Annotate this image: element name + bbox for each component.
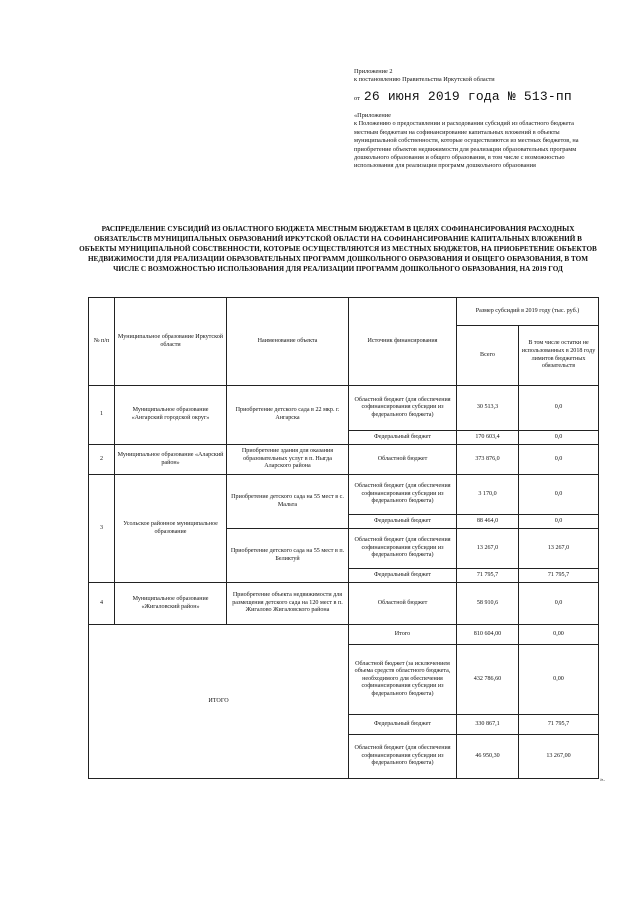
header-source: Источник финансирования xyxy=(349,298,457,386)
appendix-number: Приложение 2 xyxy=(354,68,393,75)
table-row xyxy=(89,475,599,515)
summary-total: 810 604,00 xyxy=(457,625,519,645)
header-subsidy: Размер субсидий в 2019 году (тыс. руб.) xyxy=(457,298,599,326)
row-num: 3 xyxy=(89,475,115,583)
summary-total: 432 786,60 xyxy=(457,645,519,715)
summary-source: Областной бюджет (за исключением объема средств областного бюджета, необходимого для обеспечения софинансирования субсидии из федерального бюджета) xyxy=(349,645,457,715)
summary-row xyxy=(89,625,599,645)
summary-remainder: 13 267,00 xyxy=(519,735,599,779)
row-remainder: 0,0 xyxy=(519,475,599,515)
closing-quote: ». xyxy=(600,776,605,783)
row-total: 3 170,0 xyxy=(457,475,519,515)
row-source: Областной бюджет (для обеспечения софинансирования субсидии из федерального бюджета) xyxy=(349,386,457,431)
row-object: Приобретение детского сада на 55 мест в с. Мальта xyxy=(227,475,349,529)
row-source: Областной бюджет (для обеспечения софинансирования субсидии из федерального бюджета) xyxy=(349,475,457,515)
reference-block xyxy=(354,112,599,171)
row-total: 88 464,0 xyxy=(457,515,519,529)
summary-source: Итого xyxy=(349,625,457,645)
reference-text: к Положению о предоставлении и расходовании субсидий из областного бюджета местным бюджетам на софинансирование капитальных вложений в объекты муниципальной собственности, которые осуществляются из местных бюджетов, на приобретение объектов недвижимости для реализации образовательных программ дошкольного образования и общего образования, в том числе с возможностью использования для реализации программ дошкольного образования xyxy=(354,120,579,170)
summary-source: Федеральный бюджет xyxy=(349,715,457,735)
appendix-decree: к постановлению Правительства Иркутской области xyxy=(354,76,495,84)
row-remainder: 0,0 xyxy=(519,515,599,529)
row-object: Приобретение детского сада в 22 мкр. г. Ангарска xyxy=(227,386,349,445)
summary-source: Областной бюджет (для обеспечения софинансирования субсидии из федерального бюджета) xyxy=(349,735,457,779)
row-num: 2 xyxy=(89,445,115,475)
header-remainder: В том числе остатки не использованных в 2018 году лимитов бюджетных обязательств xyxy=(519,326,599,386)
decree-date xyxy=(354,87,572,105)
date-prefix: от xyxy=(354,95,360,102)
row-source: Федеральный бюджет xyxy=(349,431,457,445)
row-object: Приобретение объекта недвижимости для размещения детского сада на 120 мест в п. Жигалово Жигаловского района xyxy=(227,583,349,625)
summary-total: 46 950,30 xyxy=(457,735,519,779)
row-municipality: Муниципальное образование «Ангарский городской округ» xyxy=(115,386,227,445)
table-row xyxy=(89,386,599,431)
row-num: 4 xyxy=(89,583,115,625)
row-source: Федеральный бюджет xyxy=(349,515,457,529)
header-num: № п/п xyxy=(89,298,115,386)
summary-remainder: 0,00 xyxy=(519,645,599,715)
row-total: 58 910,6 xyxy=(457,583,519,625)
table-row xyxy=(89,583,599,625)
row-total: 30 513,3 xyxy=(457,386,519,431)
row-object: Приобретение детского сада на 55 мест в п. Беликтуй xyxy=(227,529,349,583)
summary-remainder: 71 795,7 xyxy=(519,715,599,735)
row-remainder: 0,0 xyxy=(519,431,599,445)
row-source: Областной бюджет xyxy=(349,445,457,475)
appendix-header xyxy=(354,68,614,85)
reference-open: «Приложение xyxy=(354,112,391,119)
row-municipality: Усольское районное муниципальное образование xyxy=(115,475,227,583)
summary-label: ИТОГО xyxy=(89,625,349,779)
row-total: 13 267,0 xyxy=(457,529,519,569)
row-remainder: 13 267,0 xyxy=(519,529,599,569)
row-remainder: 0,0 xyxy=(519,445,599,475)
subsidy-table xyxy=(88,297,599,779)
row-municipality: Муниципальное образование «Аларский район» xyxy=(115,445,227,475)
row-source: Федеральный бюджет xyxy=(349,569,457,583)
row-object: Приобретение здания для оказания образовательных услуг в п. Ныгда Аларского района xyxy=(227,445,349,475)
summary-total: 330 867,1 xyxy=(457,715,519,735)
row-remainder: 0,0 xyxy=(519,386,599,431)
header-total: Всего xyxy=(457,326,519,386)
header-municipality: Муниципальное образование Иркутской области xyxy=(115,298,227,386)
summary-remainder: 0,00 xyxy=(519,625,599,645)
row-remainder: 71 795,7 xyxy=(519,569,599,583)
date-handwritten: 26 июня 2019 года № 513-пп xyxy=(363,89,572,104)
row-num: 1 xyxy=(89,386,115,445)
row-total: 170 603,4 xyxy=(457,431,519,445)
header-object: Наименование объекта xyxy=(227,298,349,386)
document-title: РАСПРЕДЕЛЕНИЕ СУБСИДИЙ ИЗ ОБЛАСТНОГО БЮДЖЕТА МЕСТНЫМ БЮДЖЕТАМ В ЦЕЛЯХ СОФИНАНСИРОВАНИЯ РАСХОДНЫХ ОБЯЗАТЕЛЬСТВ МУНИЦИПАЛЬНЫХ ОБРАЗОВАНИЙ ИРКУТСКОЙ ОБЛАСТИ НА СОФИНАНСИРОВАНИЕ КАПИТАЛЬНЫХ ВЛОЖЕНИЙ В ОБЪЕКТЫ МУНИЦИПАЛЬНОЙ СОБСТВЕННОСТИ, КОТОРЫЕ ОСУЩЕСТВЛЯЮТСЯ ИЗ МЕСТНЫХ БЮДЖЕТОВ, НА ПРИОБРЕТЕНИЕ ОБЪЕКТОВ НЕДВИЖИМОСТИ ДЛЯ РЕАЛИЗАЦИИ ОБРАЗОВАТЕЛЬНЫХ ПРОГРАММ ДОШКОЛЬНОГО ОБРАЗОВАНИЯ И ОБЩЕГО ОБРАЗОВАНИЯ, В ТОМ ЧИСЛЕ С ВОЗМОЖНОСТЬЮ ИСПОЛЬЗОВАНИЯ ДЛЯ РЕАЛИЗАЦИИ ПРОГРАММ ДОШКОЛЬНОГО ОБРАЗОВАНИЯ, НА 2019 ГОД xyxy=(79,225,597,273)
row-total: 71 795,7 xyxy=(457,569,519,583)
row-remainder: 0,0 xyxy=(519,583,599,625)
row-total: 373 876,0 xyxy=(457,445,519,475)
row-source: Областной бюджет xyxy=(349,583,457,625)
table-row xyxy=(89,445,599,475)
row-source: Областной бюджет (для обеспечения софинансирования субсидии из федерального бюджета) xyxy=(349,529,457,569)
row-municipality: Муниципальное образование «Жигаловский район» xyxy=(115,583,227,625)
